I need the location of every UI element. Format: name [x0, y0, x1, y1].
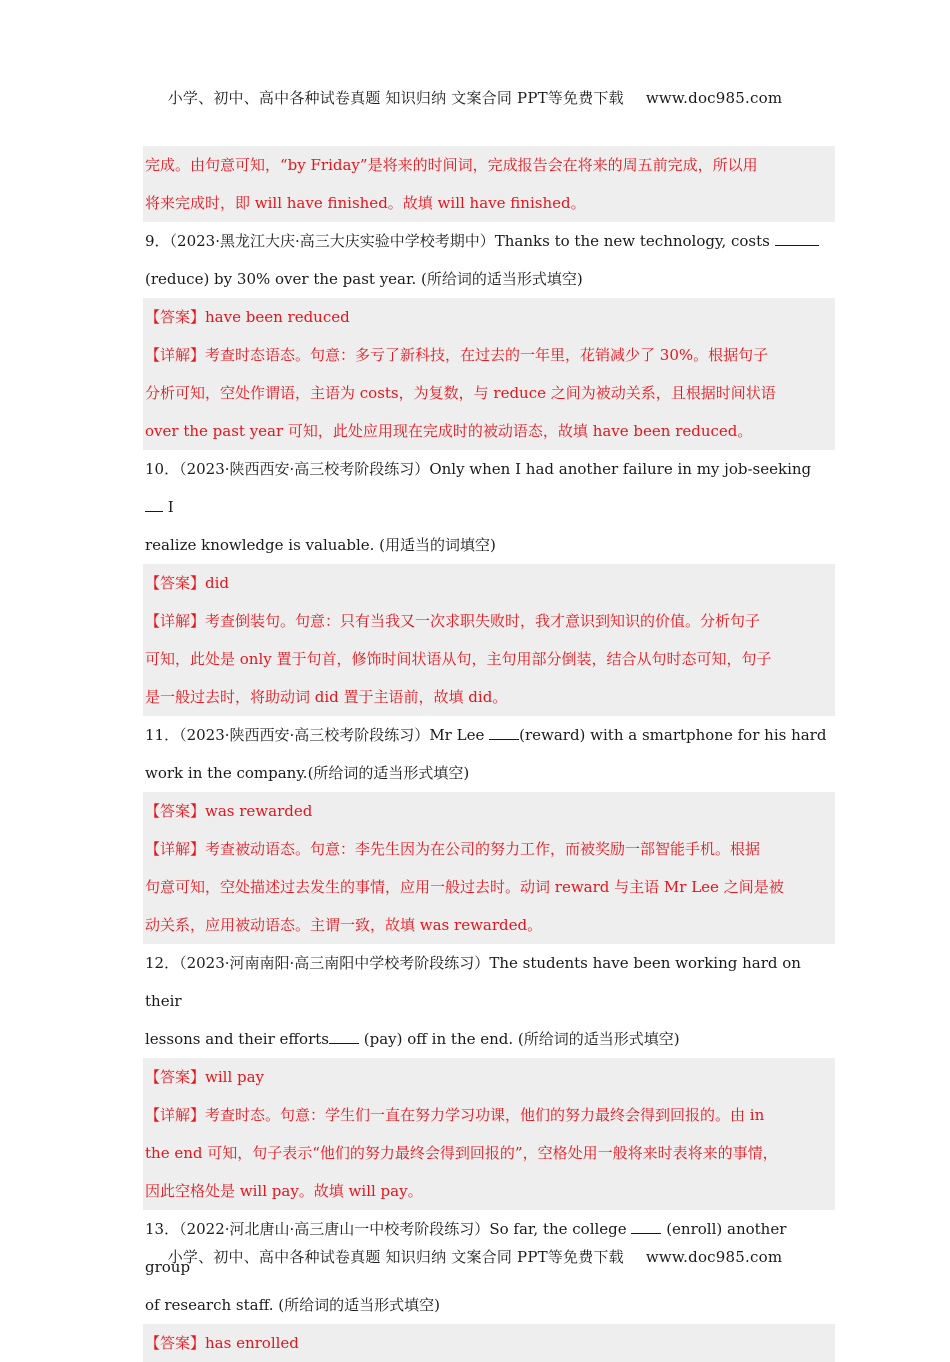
answer-block-11: 【答案】was rewarded 【详解】考查被动语态。句意：李先生因为在公司的努力工作，而被奖励一部智能手机。根据 句意可知，空处描述过去发生的事情，应用一般过去时。动词 reward 与主语 Mr Lee 之间是被 动关系，应用被动语态。主谓一致，故填 was rewarded。	[143, 792, 835, 944]
question-source: （2022·河北唐山·高三唐山一中校考阶段练习）	[179, 1220, 490, 1238]
question-number: 11．	[145, 726, 180, 744]
answer-block-12: 【答案】will pay 【详解】考查时态。句意：学生们一直在努力学习功课，他们的努力最终会得到回报的。由 in the end 可知，句子表示“他们的努力最终会得到回报的”，空格处用一般将来时表将来的事情， 因此空格处是 will pay。故填 will pay。	[143, 1058, 835, 1210]
answer-blank	[631, 1219, 661, 1234]
answer-text: was rewarded	[205, 802, 313, 820]
question-12: 12．（2023·河南南阳·高三南阳中学校考阶段练习）The students have been working hard on their lessons and their efforts (pay) off in the end. (所给词的适当形式填空)	[145, 954, 801, 1048]
question-number: 9．	[145, 232, 170, 250]
question-source: （2023·河南南阳·高三南阳中学校考阶段练习）	[179, 954, 490, 972]
question-source: （2023·陕西西安·高三校考阶段练习）	[179, 726, 430, 744]
answer-text: has enrolled	[205, 1334, 299, 1352]
answer-block-13	[143, 1324, 835, 1362]
answer-text: will pay	[205, 1068, 265, 1086]
question-number: 13．	[145, 1220, 180, 1238]
detail-label: 【详解】	[145, 612, 206, 630]
page-footer	[0, 1246, 950, 1267]
previous-detail: 完成。由句意可知，“by Friday”是将来的时间词，完成报告会在将来的周五前完成，所以用 将来完成时，即 will have finished。故填 will have finished。	[143, 146, 835, 222]
answer-blank	[329, 1029, 359, 1044]
header-text: 小学、初中、高中各种试卷真题 知识归纳 文案合同 PPT等免费下载	[167, 89, 624, 107]
question-source: （2023·黑龙江大庆·高三大庆实验中学校考期中）	[169, 232, 495, 250]
document-body	[143, 146, 835, 1362]
detail-label: 【详解】	[145, 346, 206, 364]
answer-label: 【答案】	[145, 574, 206, 592]
question-9: 9．（2023·黑龙江大庆·高三大庆实验中学校考期中）Thanks to the new technology, costs (reduce) by 30% over the past year. (所给词的适当形式填空)	[143, 222, 835, 298]
answer-block-9: 【答案】have been reduced 【详解】考查时态语态。句意：多亏了新科技，在过去的一年里，花销减少了 30%。根据句子 分析可知，空处作谓语，主语为 costs，为复数，与 reduce 之间为被动关系，且根据时间状语 over the past year 可知，此处应用现在完成时的被动语态，故填 have been reduced。	[143, 298, 835, 450]
answer-text: did	[205, 574, 230, 592]
answer-blank	[145, 497, 163, 512]
page-header	[0, 87, 950, 108]
header-site-link[interactable]: www.doc985.com	[645, 89, 783, 107]
detail-label: 【详解】	[145, 1106, 206, 1124]
detail-label: 【详解】	[145, 840, 206, 858]
answer-label: 【答案】	[145, 308, 206, 326]
footer-site-link[interactable]: www.doc985.com	[645, 1248, 783, 1266]
question-number: 10．	[145, 460, 180, 478]
question-number: 12．	[145, 954, 180, 972]
question-11: 11．（2023·陕西西安·高三校考阶段练习）Mr Lee (reward) with a smartphone for his hard work in the company.(所给词的适当形式填空)	[145, 726, 827, 782]
answer-label: 【答案】	[145, 802, 206, 820]
answer-label: 【答案】	[145, 1334, 206, 1352]
answer-blank	[489, 725, 519, 740]
footer-text: 小学、初中、高中各种试卷真题 知识归纳 文案合同 PPT等免费下载	[167, 1248, 624, 1266]
question-source: （2023·陕西西安·高三校考阶段练习）	[179, 460, 430, 478]
answer-block-10: 【答案】did 【详解】考查倒装句。句意：只有当我又一次求职失败时，我才意识到知识的价值。分析句子 可知，此处是 only 置于句首，修饰时间状语从句，主句用部分倒装，结合从句时态可知，句子 是一般过去时，将助动词 did 置于主语前，故填 did。	[143, 564, 835, 716]
answer-label: 【答案】	[145, 1068, 206, 1086]
question-10: 10．（2023·陕西西安·高三校考阶段练习）Only when I had another failure in my job-seeking I realize knowledge is valuable. (用适当的词填空)	[145, 460, 812, 554]
answer-text: have been reduced	[205, 308, 350, 326]
answer-blank	[775, 231, 819, 246]
question-13: 13．（2022·河北唐山·高三唐山一中校考阶段练习）So far, the college (enroll) another group of research staff. (所给词的适当形式填空)	[145, 1220, 787, 1314]
